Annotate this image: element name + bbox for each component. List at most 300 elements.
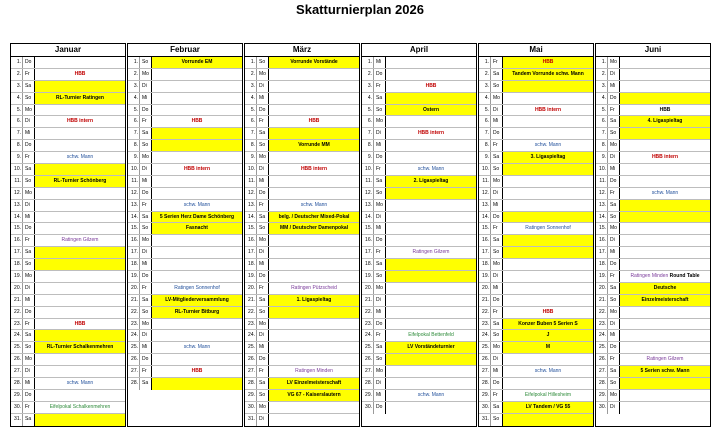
day-number: 19. [11,271,23,282]
day-row [11,271,125,283]
event-cell [503,81,593,92]
event-cell [152,200,242,211]
event-cell [35,390,125,401]
event-cell [35,330,125,341]
event-cell [152,342,242,353]
day-row [362,128,476,140]
weekday: So [608,378,620,389]
weekday: So [140,57,152,68]
day-number: 15. [128,223,140,234]
day-number: 4. [128,93,140,104]
event-cell [269,152,359,163]
day-number: 9. [479,152,491,163]
weekday: So [140,140,152,151]
day-number: 25. [362,342,374,353]
weekday: Fr [140,116,152,127]
event-cell [503,390,593,401]
day-row [479,105,593,117]
event-label: schw. Mann [300,201,328,208]
event-label: Ostern [422,106,440,113]
day-number: 23. [245,319,257,330]
weekday: Di [140,330,152,341]
day-number: 28. [479,378,491,389]
event-cell [503,200,593,211]
weekday: Sa [374,259,386,270]
day-number: 15. [362,223,374,234]
day-number: 24. [362,330,374,341]
event-cell [35,366,125,377]
day-number: 20. [479,283,491,294]
event-cell [620,259,710,270]
event-label: schw. Mann [534,368,562,375]
weekday: Mo [257,319,269,330]
day-number: 26. [128,354,140,365]
day-number: 22. [479,307,491,318]
day-number: 25. [245,342,257,353]
event-cell [503,69,593,80]
day-row [128,105,242,117]
day-number: 5. [596,105,608,116]
event-cell [386,152,476,163]
day-row [362,307,476,319]
day-row [479,247,593,259]
event-label: VG 67 - Kaiserslautern [287,391,341,398]
event-cell [620,319,710,330]
page-title: Skatturnierplan 2026 [296,2,424,17]
day-row [128,69,242,81]
weekday: Sa [140,295,152,306]
event-cell [620,105,710,116]
day-row [128,212,242,224]
day-row [596,81,710,93]
day-row [479,271,593,283]
weekday: Fr [257,283,269,294]
weekday: Mi [608,164,620,175]
day-number: 1. [362,57,374,68]
day-number: 5. [362,105,374,116]
day-row [11,342,125,354]
event-cell [269,164,359,175]
weekday: Sa [23,330,35,341]
event-cell [152,283,242,294]
day-row [245,105,359,117]
weekday: Fr [608,354,620,365]
event-cell [386,319,476,330]
event-cell [386,212,476,223]
day-number: 2. [362,69,374,80]
day-number: 28. [245,378,257,389]
event-cell [386,81,476,92]
day-row [11,235,125,247]
day-number: 27. [479,366,491,377]
event-cell [386,271,476,282]
weekday: Do [374,402,386,414]
day-row [596,402,710,414]
day-number: 7. [362,128,374,139]
month-column-april [361,43,477,427]
event-cell [503,223,593,234]
weekday: Mi [608,81,620,92]
weekday: Sa [140,378,152,390]
event-cell [35,116,125,127]
day-number: 6. [11,116,23,127]
event-cell [620,307,710,318]
day-row [362,93,476,105]
month-column-juni [595,43,711,427]
weekday: Do [374,152,386,163]
event-label: HBB [425,82,437,89]
weekday: Di [491,271,503,282]
event-cell [152,152,242,163]
day-row [479,152,593,164]
day-row [479,188,593,200]
weekday: Sa [491,235,503,246]
weekday: Fr [140,200,152,211]
event-cell [35,105,125,116]
day-row [596,176,710,188]
event-label: schw. Mann [417,166,445,173]
event-cell [152,105,242,116]
day-row [479,414,593,426]
event-cell [35,402,125,413]
weekday: Sa [257,295,269,306]
event-cell [386,188,476,199]
weekday: Fr [23,319,35,330]
event-cell [503,366,593,377]
day-row [596,330,710,342]
weekday: Mo [608,57,620,68]
event-label: HBB intern [66,118,94,125]
day-row [362,69,476,81]
day-row [11,164,125,176]
weekday: Mi [257,93,269,104]
event-cell [503,57,593,68]
day-number: 11. [11,176,23,187]
day-row [596,105,710,117]
weekday: Do [608,259,620,270]
weekday: Mi [374,223,386,234]
event-cell [269,295,359,306]
day-number: 11. [128,176,140,187]
day-number: 8. [11,140,23,151]
weekday: Di [608,152,620,163]
day-row [596,390,710,402]
month-column-februar [127,43,243,427]
weekday: So [23,342,35,353]
day-number: 5. [479,105,491,116]
day-number: 11. [362,176,374,187]
weekday: Mo [23,354,35,365]
event-cell [386,57,476,68]
event-label: HBB intern [183,166,211,173]
weekday: Mo [257,402,269,413]
day-number: 21. [596,295,608,306]
day-row [128,188,242,200]
event-cell [269,390,359,401]
day-number: 24. [596,330,608,341]
weekday: Di [608,69,620,80]
day-number: 14. [362,212,374,223]
day-number: 27. [596,366,608,377]
day-number: 18. [362,259,374,270]
event-cell [503,342,593,353]
event-cell [620,235,710,246]
weekday: Do [257,188,269,199]
weekday: Mo [374,116,386,127]
day-row [479,93,593,105]
event-cell [620,93,710,104]
weekday: Do [257,271,269,282]
event-cell [503,152,593,163]
event-cell [152,271,242,282]
event-label: Fasnacht [186,225,208,232]
weekday: Sa [23,247,35,258]
day-number: 20. [128,283,140,294]
event-label: 4. Ligaspieltag [647,118,683,125]
day-number: 8. [479,140,491,151]
weekday: Mi [374,57,386,68]
event-cell [386,69,476,80]
event-cell [386,307,476,318]
weekday: Do [374,69,386,80]
day-row [596,57,710,69]
day-row [479,176,593,188]
event-label: RL-Turnier Schalkenmehren [46,344,114,351]
event-cell [35,223,125,234]
day-row [362,378,476,390]
day-number: 27. [11,366,23,377]
day-row [479,319,593,331]
event-cell [386,295,476,306]
day-row [596,354,710,366]
month-header: Januar [11,44,125,57]
weekday: Do [491,378,503,389]
day-number: 31. [245,414,257,426]
month-column-mai [478,43,594,427]
event-label: HBB [74,320,86,327]
day-row [128,283,242,295]
event-cell [503,116,593,127]
day-row [11,140,125,152]
day-number: 3. [128,81,140,92]
event-label: schw. Mann [651,189,679,196]
weekday: Mi [608,330,620,341]
weekday: So [257,307,269,318]
day-number: 13. [362,200,374,211]
event-cell [35,319,125,330]
event-cell [386,378,476,389]
day-row [479,259,593,271]
event-cell [269,69,359,80]
day-number: 22. [596,307,608,318]
weekday: Fr [491,390,503,401]
event-cell [620,152,710,163]
event-label: schw. Mann [183,344,211,351]
day-number: 4. [245,93,257,104]
day-number: 12. [596,188,608,199]
event-label: HBB [191,368,203,375]
event-label: HBB intern [417,130,445,137]
month-header: Februar [128,44,242,57]
day-row [245,259,359,271]
day-row [362,354,476,366]
weekday: So [608,295,620,306]
day-number: 5. [128,105,140,116]
event-cell [386,235,476,246]
day-number: 10. [479,164,491,175]
event-label: HBB [542,308,554,315]
event-cell [503,330,593,341]
day-number: 17. [128,247,140,258]
event-cell [620,69,710,80]
weekday: Di [374,128,386,139]
event-label: Einzelmeisterschaft [641,296,689,303]
day-number: 13. [479,200,491,211]
weekday: Sa [257,212,269,223]
day-number: 1. [11,57,23,68]
weekday: Fr [257,366,269,377]
event-cell [620,378,710,389]
day-number: 7. [11,128,23,139]
weekday: Di [608,402,620,414]
event-cell [269,247,359,258]
event-cell [152,354,242,365]
day-number: 19. [245,271,257,282]
event-label: 5 Serien schw. Mann [640,368,690,375]
weekday: So [491,247,503,258]
day-number: 29. [245,390,257,401]
event-label: Ratingen Minden [295,368,333,375]
day-number: 7. [128,128,140,139]
event-cell [35,200,125,211]
day-number: 9. [362,152,374,163]
weekday: Mo [608,140,620,151]
weekday: Fr [23,235,35,246]
event-label: Ratingen Sonnenhof [174,284,220,291]
event-cell [503,188,593,199]
event-cell [620,295,710,306]
event-cell [269,176,359,187]
weekday: Do [140,105,152,116]
day-row [479,390,593,402]
calendar-grid [10,43,711,427]
event-cell [152,366,242,377]
day-number: 25. [128,342,140,353]
event-cell [386,366,476,377]
event-cell [503,164,593,175]
day-row [128,176,242,188]
day-number: 21. [362,295,374,306]
event-cell [503,378,593,389]
day-row [596,93,710,105]
day-row [245,140,359,152]
weekday: So [491,330,503,341]
weekday: Mo [491,259,503,270]
day-row [362,164,476,176]
weekday: Fr [257,200,269,211]
event-cell [35,354,125,365]
day-number: 28. [11,378,23,389]
event-label: J [546,332,550,339]
day-number: 17. [596,247,608,258]
weekday: Do [608,342,620,353]
day-row [362,366,476,378]
day-row [11,176,125,188]
day-number: 7. [245,128,257,139]
day-row [11,414,125,426]
day-row [596,247,710,259]
weekday: Di [608,319,620,330]
day-row [128,378,242,390]
event-cell [269,223,359,234]
day-number: 10. [245,164,257,175]
event-cell [386,330,476,341]
day-row [11,116,125,128]
day-row [362,247,476,259]
weekday: Do [491,128,503,139]
day-row [245,271,359,283]
event-cell [269,93,359,104]
event-cell [35,176,125,187]
event-cell [152,307,242,318]
weekday: Fr [608,105,620,116]
event-cell [620,223,710,234]
event-cell [269,81,359,92]
event-cell [269,342,359,353]
event-cell [386,140,476,151]
event-cell [620,342,710,353]
day-row [362,283,476,295]
day-number: 28. [362,378,374,389]
event-label: Eifelpokal Bettenfeld [408,332,454,339]
day-row [596,152,710,164]
day-number: 16. [362,235,374,246]
day-number: 12. [11,188,23,199]
day-number: 30. [245,402,257,413]
day-number: 7. [596,128,608,139]
day-number: 24. [11,330,23,341]
event-label: Ratingen Pützscheid [291,284,337,291]
day-number: 5. [245,105,257,116]
day-number: 8. [245,140,257,151]
day-row [596,342,710,354]
day-row [479,200,593,212]
weekday: Mo [491,176,503,187]
day-number: 9. [128,152,140,163]
event-label: Ratingen Gilzem [646,356,684,363]
day-row [362,188,476,200]
day-number: 18. [479,259,491,270]
day-row [128,81,242,93]
event-cell [152,247,242,258]
day-number: 11. [596,176,608,187]
day-row [245,414,359,426]
day-number: 20. [362,283,374,294]
event-label: RL-Turnier Bitburg [174,308,220,315]
event-cell [152,188,242,199]
day-number: 31. [479,414,491,426]
weekday: So [257,140,269,151]
day-number: 17. [245,247,257,258]
day-number: 15. [245,223,257,234]
event-label: RL-Turnier Ratingen [56,94,104,101]
day-number: 19. [128,271,140,282]
event-cell [503,271,593,282]
day-number: 12. [362,188,374,199]
weekday: Mi [491,366,503,377]
day-row [479,69,593,81]
weekday: Di [491,188,503,199]
